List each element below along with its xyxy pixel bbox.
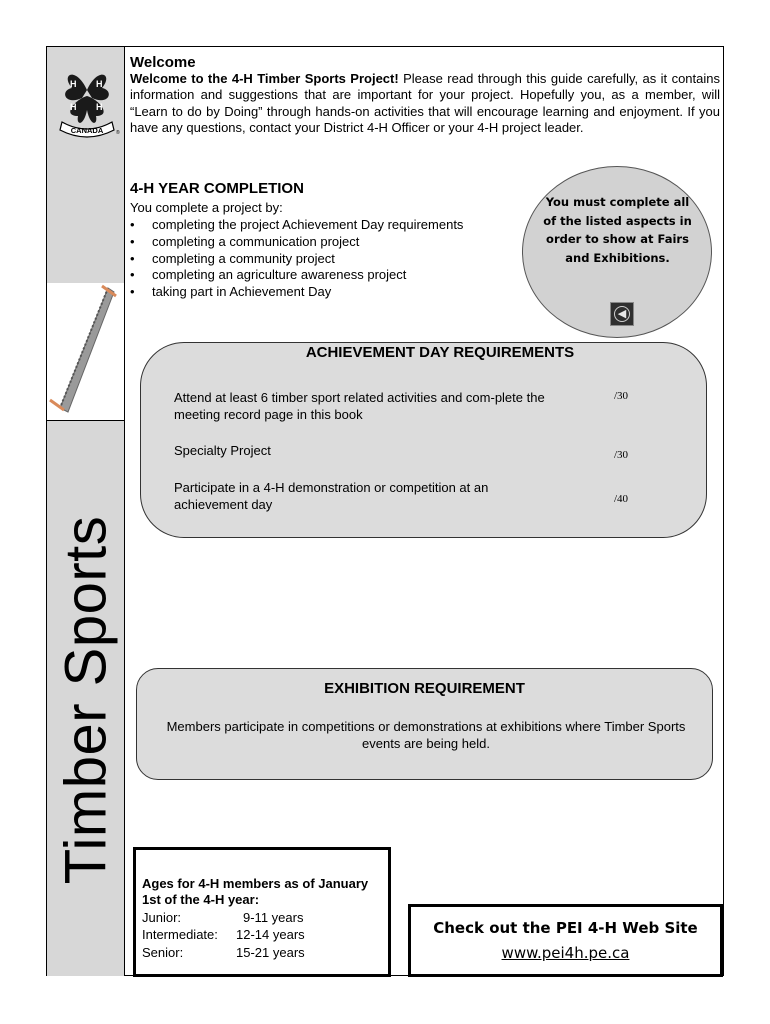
ages-row bbox=[142, 927, 305, 942]
welcome-lead: Welcome to the 4-H Timber Sports Project! bbox=[130, 71, 399, 86]
sidebar-title: Timber Sports bbox=[53, 515, 119, 885]
sidebar-divider bbox=[124, 47, 125, 975]
welcome-paragraph bbox=[130, 71, 720, 137]
svg-text:H: H bbox=[96, 79, 103, 89]
crosscut-saw-icon bbox=[42, 282, 122, 422]
svg-text:H: H bbox=[96, 102, 103, 112]
achievement-heading: ACHIEVEMENT DAY REQUIREMENTS bbox=[305, 344, 575, 361]
list-item: • completing a community project bbox=[130, 251, 463, 268]
welcome-heading: Welcome bbox=[130, 54, 196, 71]
completion-list bbox=[130, 217, 463, 301]
list-item: • completing an agriculture awareness project bbox=[130, 267, 463, 284]
svg-text:®: ® bbox=[116, 130, 120, 136]
achievement-score: /30 bbox=[614, 390, 629, 402]
ages-heading: Ages for 4-H members as of January 1st of the 4-H year: bbox=[142, 876, 369, 907]
ages-label: Junior: bbox=[142, 910, 182, 925]
ages-row bbox=[142, 910, 304, 925]
back-button[interactable]: ◀ bbox=[610, 302, 634, 326]
list-item: • completing a communication project bbox=[130, 234, 463, 251]
logo-text: CANADA bbox=[70, 126, 104, 135]
achievement-item: Attend at least 6 timber sport related activities and com-plete the meeting record page in this book bbox=[174, 390, 545, 422]
list-item: • taking part in Achievement Day bbox=[130, 284, 463, 301]
achievement-score: /40 bbox=[614, 493, 629, 505]
ages-value: 15-21 years bbox=[236, 945, 305, 960]
svg-text:H: H bbox=[70, 102, 77, 112]
completion-intro: You complete a project by: bbox=[130, 200, 283, 215]
achievement-score: /30 bbox=[614, 449, 629, 461]
website-link[interactable]: www.pei4h.pe.ca bbox=[501, 944, 630, 962]
svg-text:H: H bbox=[70, 79, 77, 89]
list-item: • completing the project Achievement Day requirements bbox=[130, 217, 463, 234]
completion-heading: 4-H YEAR COMPLETION bbox=[130, 180, 304, 197]
ages-label: Intermediate: bbox=[142, 927, 218, 942]
note-text: You must complete all of the listed aspects in order to show at Fairs and Exhibitions. bbox=[543, 195, 692, 265]
welcome-text: Please read through this guide carefully, as it contains information and suggestions that are important for your project. Hopefully you, as a member, will “Learn to do by Doing” through hands-on activities that will encourage learning and enjoyment. If you have any questions, contact your District 4-H Officer or your 4-H project leader. bbox=[130, 71, 721, 136]
exhibition-text: Members participate in competitions or demonstrations at exhibitions where Timber Sports events are being held. bbox=[166, 719, 686, 751]
achievement-item: Participate in a 4-H demonstration or competition at an achievement day bbox=[174, 480, 489, 512]
exhibition-heading: EXHIBITION REQUIREMENT bbox=[324, 680, 525, 697]
ages-label: Senior: bbox=[142, 945, 184, 960]
ages-value: 9-11 years bbox=[243, 910, 304, 925]
ages-row bbox=[142, 945, 305, 960]
website-box bbox=[408, 904, 723, 977]
achievement-item: Specialty Project bbox=[174, 443, 271, 458]
ages-value: 12-14 years bbox=[236, 927, 305, 942]
4h-clover-logo-icon bbox=[56, 60, 118, 140]
website-heading: Check out the PEI 4-H Web Site bbox=[433, 919, 698, 937]
